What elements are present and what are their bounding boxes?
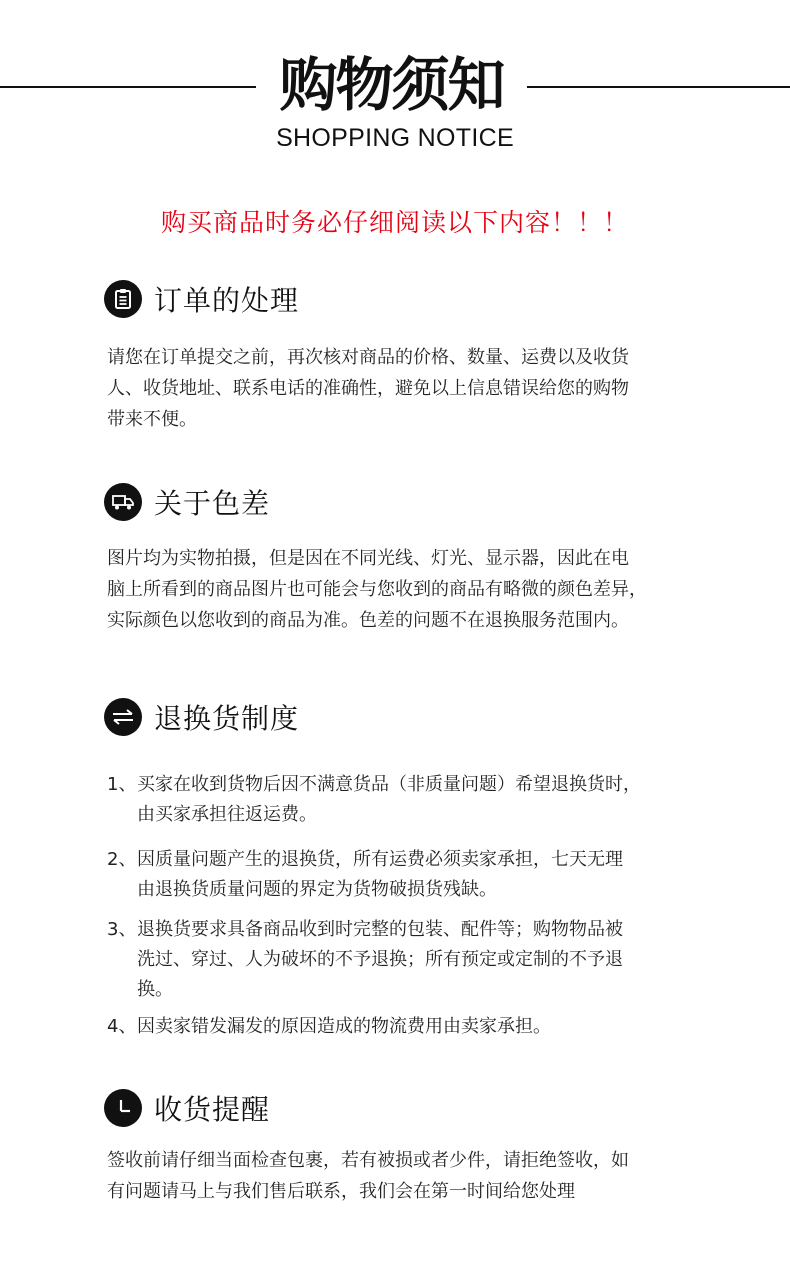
section-return-heading [104,697,299,737]
section-receipt-text [107,1145,707,1207]
header-rule-right [527,86,790,88]
list-item [107,1012,707,1042]
text-line: 带来不便。 [107,409,197,430]
text-line: 脑上所看到的商品图片也可能会与您收到的商品有略微的颜色差异， [107,579,647,600]
text-line: 洗过、穿过、人为破坏的不予退换；所有预定或定制的不予退 [137,949,623,970]
delivery-truck-icon [104,483,142,521]
text-line: 有问题请马上与我们售后联系，我们会在第一时间给您处理 [107,1181,575,1202]
page-subtitle: SHOPPING NOTICE [276,124,514,152]
text-line: 图片均为实物拍摄，但是因在不同光线、灯光、显示器，因此在电 [107,548,629,569]
section-order-text [107,342,707,435]
section-color-heading [104,482,270,522]
text-line: 买家在收到货物后因不满意货品（非质量问题）希望退换货时， [137,774,641,795]
list-item-number: 1、 [107,774,137,795]
section-order-heading [104,279,299,319]
section-color-text [107,543,707,636]
text-line: 因卖家错发漏发的原因造成的物流费用由卖家承担。 [137,1016,551,1037]
text-line: 由退换货质量问题的界定为货物破损货残缺。 [137,879,497,900]
text-line: 实际颜色以您收到的商品为准。色差的问题不在退换服务范围内。 [107,610,629,631]
text-line: 由买家承担往返运费。 [137,804,317,825]
list-item-number: 3、 [107,919,137,940]
list-item [107,845,707,905]
section-receipt-heading [104,1088,270,1128]
text-line: 签收前请仔细当面检查包裹，若有被损或者少件，请拒绝签收，如 [107,1150,629,1171]
section-title: 关于色差 [154,487,271,520]
section-title: 收货提醒 [154,1093,271,1126]
text-line: 退换货要求具备商品收到时完整的包装、配件等；购物物品被 [137,919,623,940]
header-rule-left [0,86,256,88]
text-line: 请您在订单提交之前，再次核对商品的价格、数量、运费以及收货 [107,347,629,368]
warning-notice: 购买商品时务必仔细阅读以下内容！！！ [160,208,629,237]
section-title: 订单的处理 [154,284,300,317]
text-line: 人、收货地址、联系电话的准确性，避免以上信息错误给您的购物 [107,378,629,399]
clipboard-icon [104,280,142,318]
list-item-number: 4、 [107,1016,137,1037]
text-line: 换。 [137,979,173,1000]
text-line: 因质量问题产生的退换货，所有运费必须卖家承担，七天无理 [137,849,623,870]
clock-icon [104,1089,142,1127]
exchange-arrows-icon [104,698,142,736]
page-title: 购物须知 [279,51,504,119]
list-item-number: 2、 [107,849,137,870]
list-item [107,770,707,830]
section-title: 退换货制度 [154,702,300,735]
list-item [107,915,707,1005]
